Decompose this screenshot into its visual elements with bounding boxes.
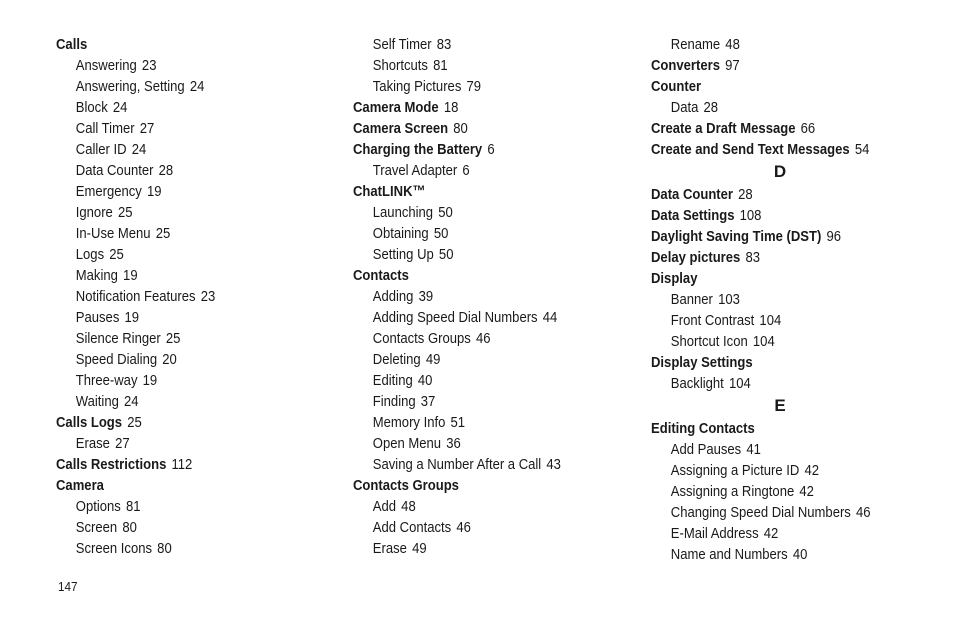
index-subentry [56,139,297,160]
index-term: Notification Features [75,288,196,305]
index-subentry [651,544,900,565]
index-heading [353,475,598,496]
index-term: Finding [372,393,416,410]
index-term: Rename [670,36,721,53]
index-subentry [56,517,297,538]
index-term: Charging the Battery [353,141,483,158]
page-reference: 28 [738,186,753,203]
index-subentry [651,373,900,394]
index-subentry [56,433,297,454]
index-term: Front Contrast [670,312,755,329]
index-column-2 [353,34,638,559]
index-term: Create and Send Text Messages [651,141,850,158]
index-term: Display [651,270,698,287]
index-subentry [353,496,598,517]
index-subentry [353,433,598,454]
index-subentry [651,502,900,523]
index-heading [353,118,598,139]
index-subentry [353,391,598,412]
page-reference: 54 [854,141,870,158]
page-reference: 49 [425,351,441,368]
index-heading [651,205,900,226]
index-term: Calls Logs [56,414,123,431]
page-reference: 27 [115,435,130,452]
index-subentry [56,55,297,76]
page-reference: 46 [475,330,491,347]
page-reference: 80 [157,540,172,557]
index-term: Pauses [75,309,120,326]
page-reference: 23 [200,288,216,305]
page-reference: 24 [112,99,128,116]
index-term: Options [75,498,121,515]
index-term: Logs [75,246,105,263]
page-reference: 104 [728,375,751,392]
index-subentry [353,286,598,307]
index-heading [651,139,900,160]
index-term: Data [670,99,699,116]
index-term: Call Timer [75,120,135,137]
index-heading [56,475,297,496]
index-term: Adding Speed Dial Numbers [372,309,538,326]
index-term: In-Use Menu [75,225,151,242]
index-term: Waiting [75,393,119,410]
index-subentry [56,118,297,139]
index-heading [651,55,900,76]
page-reference: 28 [703,99,719,116]
index-subentry [651,97,900,118]
index-term: Shortcut Icon [670,333,748,350]
page-reference: 28 [158,162,174,179]
index-subentry [353,538,598,559]
index-term: Launching [372,204,434,221]
index-subentry [56,538,297,559]
index-term: Daylight Saving Time (DST) [651,228,822,245]
index-subentry [651,439,900,460]
index-heading [651,226,900,247]
index-subentry [651,331,900,352]
index-term: Display Settings [651,354,753,371]
index-subentry [353,34,598,55]
index-subentry [651,310,900,331]
index-term: Create a Draft Message [651,120,796,137]
index-subentry [353,307,598,328]
index-term: Calls Restrictions [56,456,167,473]
page-reference: 104 [759,312,782,329]
index-heading [56,454,297,475]
section-letter: E [774,396,786,415]
index-term: Add [372,498,397,515]
index-term: Taking Pictures [372,78,462,95]
index-term: Obtaining [372,225,429,242]
index-subentry [651,481,900,502]
page-reference: 19 [147,183,162,200]
index-heading [651,118,900,139]
page-reference: 108 [739,207,762,224]
index-column-1 [56,34,336,559]
page-reference: 18 [443,99,459,116]
index-term: ChatLINK™ [353,183,426,200]
index-term: Travel Adapter [372,162,458,179]
page-reference: 24 [124,393,139,410]
index-term: Making [75,267,118,284]
index-heading [651,352,900,373]
index-subentry [353,244,598,265]
index-term: Editing [372,372,413,389]
page-reference: 23 [141,57,157,74]
index-heading [651,247,900,268]
index-term: Banner [670,291,713,308]
index-heading [56,34,297,55]
index-heading [353,97,598,118]
index-term: Delay pictures [651,249,741,266]
index-term: Screen Icons [75,540,153,557]
index-term: Open Menu [372,435,442,452]
page-reference: 48 [401,498,416,515]
page-reference: 42 [799,483,814,500]
page-reference: 19 [124,309,140,326]
page-reference: 83 [436,36,452,53]
page-reference: 79 [466,78,482,95]
index-term: Setting Up [372,246,434,263]
index-subentry [56,223,297,244]
index-heading [353,265,598,286]
page-reference: 51 [450,414,466,431]
index-term: Speed Dialing [75,351,158,368]
index-term: Deleting [372,351,421,368]
index-term: Camera [56,477,104,494]
index-subentry [56,76,297,97]
index-heading [651,418,900,439]
index-term: Add Pauses [670,441,742,458]
index-term: Block [75,99,108,116]
page-reference: 49 [412,540,427,557]
index-term: Data Counter [651,186,734,203]
index-term: Self Timer [372,36,432,53]
index-subentry [56,286,297,307]
page-reference: 97 [725,57,740,74]
index-subentry [56,244,297,265]
index-subentry [56,496,297,517]
page-reference: 83 [745,249,761,266]
page-number: 147 [58,579,78,594]
index-subentry [56,307,297,328]
index-term: Data Settings [651,207,735,224]
page-reference: 50 [438,246,454,263]
index-column-3 [651,34,941,565]
index-term: Adding [372,288,414,305]
index-subentry [651,523,900,544]
page-reference: 112 [171,456,193,473]
page-reference: 25 [165,330,181,347]
index-subentry [56,391,297,412]
index-heading [56,412,297,433]
page-reference: 6 [487,141,495,158]
index-subentry [353,76,598,97]
index-term: Contacts Groups [372,330,471,347]
index-subentry [353,55,598,76]
section-letter: D [773,162,787,181]
index-term: Answering, Setting [75,78,185,95]
page-reference: 25 [127,414,142,431]
index-term: Name and Numbers [670,546,788,563]
index-term: Screen [75,519,118,536]
index-term: Assigning a Ringtone [670,483,795,500]
index-term: Backlight [670,375,724,392]
index-subentry [651,460,900,481]
page-reference: 41 [746,441,761,458]
index-subentry [56,97,297,118]
page-reference: 40 [792,546,808,563]
page-reference: 37 [420,393,436,410]
page-reference: 46 [456,519,471,536]
page-reference: 80 [122,519,137,536]
index-term: Contacts Groups [353,477,459,494]
index-term: Saving a Number After a Call [372,456,542,473]
page-reference: 50 [433,225,449,242]
page-reference: 81 [125,498,141,515]
index-subentry [56,202,297,223]
index-subentry [353,517,598,538]
index-subentry [56,265,297,286]
page-reference: 96 [826,228,842,245]
index-subentry [353,370,598,391]
index-term: Changing Speed Dial Numbers [670,504,851,521]
index-subentry [56,370,297,391]
index-term: Memory Info [372,414,446,431]
index-heading [651,184,900,205]
page-reference: 19 [123,267,138,284]
page-reference: 42 [804,462,819,479]
index-subentry [353,328,598,349]
index-term: Shortcuts [372,57,428,74]
index-term: Erase [75,435,110,452]
index-term: Camera Mode [353,99,439,116]
index-subentry [353,454,598,475]
page-reference: 43 [546,456,561,473]
index-term: Add Contacts [372,519,452,536]
index-heading [353,139,598,160]
page-reference: 50 [438,204,453,221]
index-term: Emergency [75,183,142,200]
index-term: Erase [372,540,407,557]
index-term: Converters [651,57,720,74]
index-term: Ignore [75,204,113,221]
index-heading [353,181,598,202]
index-subentry [353,412,598,433]
index-subentry [56,181,297,202]
page-reference: 81 [433,57,448,74]
page-reference: 25 [117,204,133,221]
index-term: Assigning a Picture ID [670,462,800,479]
page-reference: 20 [162,351,177,368]
page-reference: 27 [139,120,155,137]
page-reference: 24 [189,78,205,95]
index-term: Contacts [353,267,409,284]
page-reference: 46 [856,504,871,521]
index-subentry [56,160,297,181]
page-reference: 104 [752,333,775,350]
index-heading [651,76,900,97]
page-reference: 25 [109,246,124,263]
page-reference: 103 [718,291,740,308]
page-reference: 36 [446,435,461,452]
page-reference: 80 [453,120,468,137]
index-subentry [651,34,900,55]
index-term: Editing Contacts [651,420,755,437]
index-subentry [353,223,598,244]
page-reference: 19 [142,372,158,389]
index-subentry [353,349,598,370]
index-subentry [353,202,598,223]
page-reference: 40 [417,372,433,389]
index-term: Answering [75,57,137,74]
index-term: E-Mail Address [670,525,759,542]
index-term: Three-way [75,372,138,389]
page-reference: 39 [418,288,434,305]
index-subentry [651,289,900,310]
page-reference: 6 [462,162,470,179]
page-reference: 42 [763,525,779,542]
page-reference: 24 [131,141,147,158]
index-subentry [56,328,297,349]
page-reference: 25 [155,225,171,242]
index-term: Camera Screen [353,120,449,137]
index-term: Data Counter [75,162,154,179]
index-subentry [353,160,598,181]
page-reference: 66 [800,120,816,137]
page-reference: 44 [542,309,558,326]
index-heading [651,268,900,289]
index-term: Caller ID [75,141,127,158]
index-subentry [56,349,297,370]
index-term: Calls [56,36,88,53]
page-reference: 48 [725,36,740,53]
index-term: Counter [651,78,702,95]
index-term: Silence Ringer [75,330,161,347]
